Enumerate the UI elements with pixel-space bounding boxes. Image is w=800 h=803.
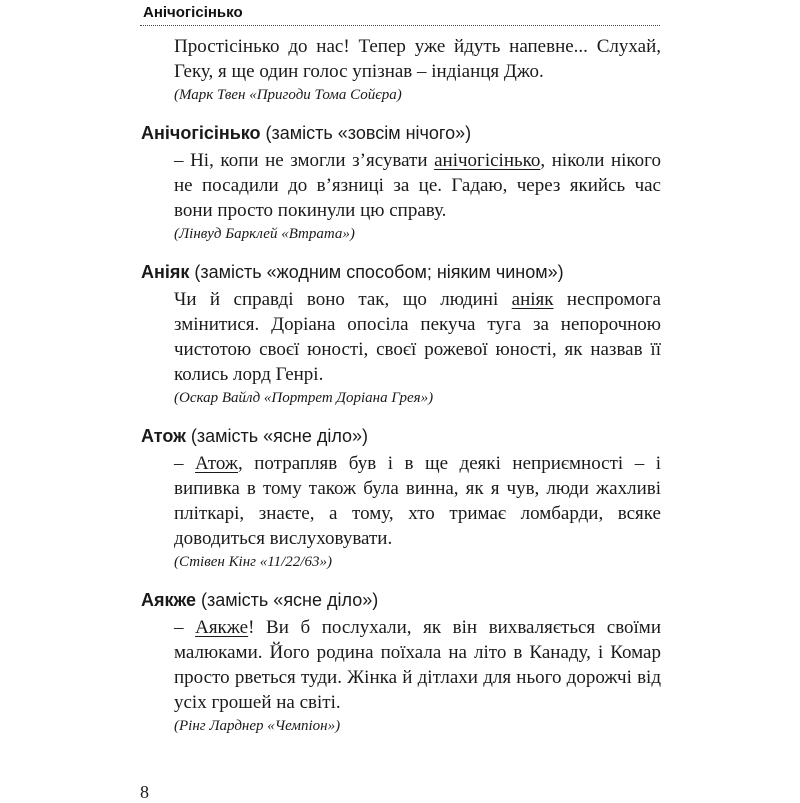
header-rule <box>140 25 660 26</box>
intro-quote-text: Простісінько до нас! Тепер уже йдуть напевне... Слухай, Геку, я ще один голос упізнав – індіанця Джо. <box>174 36 661 82</box>
example-text: – <box>174 453 196 474</box>
example-text: , ніколи нікого не посадили до в’язниці за це. Гадаю, через якийсь час вони просто покинули цю справу. <box>174 150 661 221</box>
entry-gloss: (замість «жодним способом; ніяким чином») <box>189 262 564 282</box>
example-text: – Ні, копи не змогли з’ясувати <box>174 150 435 171</box>
entry-heading <box>141 423 661 449</box>
entry-source: (Рінг Ларднер «Чемпіон») <box>174 718 341 734</box>
entry-heading <box>141 120 661 146</box>
intro-quote-source: (Марк Твен «Пригоди Тома Сойєра) <box>174 87 402 103</box>
dictionary-entry <box>141 259 661 409</box>
entry-term: Анічогісінько <box>141 123 261 143</box>
highlighted-word: Аякже <box>195 617 249 638</box>
example-text: Чи й справді воно так, що людині <box>174 289 512 310</box>
entry-term: Атож <box>141 426 186 446</box>
example-text: неспромога змінитися. Доріана опосіла пекуча туга за непорочною чистотою своєї юності, своєї рожевої юності, як назвав її колись лорд Генрі. <box>174 289 661 385</box>
example-text: ! Ви б послухали, як він вихваляється своїми малюками. Його родина поїхала на літо в Канаду, і Комар просто рветься туди. Жінка й дітлахи для нього дорожчі від усіх грошей на світі. <box>174 617 662 713</box>
highlighted-word: Атож <box>195 453 238 474</box>
example-text: – <box>174 617 196 638</box>
entry-term: Аякже <box>141 590 197 610</box>
entry-example <box>174 451 661 551</box>
dictionary-entry <box>141 120 661 245</box>
entry-heading <box>141 259 661 285</box>
entry-example <box>174 148 661 223</box>
entry-source: (Оскар Вайлд «Портрет Доріана Грея») <box>174 390 434 406</box>
page-body <box>141 34 661 737</box>
entry-gloss: (замість «зовсім нічого») <box>260 123 472 143</box>
highlighted-word: анічогісінько <box>434 150 541 171</box>
entry-heading <box>141 587 661 613</box>
running-head: Анічогісінько <box>143 4 243 21</box>
entry-gloss: (замість «ясне діло») <box>196 590 379 610</box>
entry-source: (Стівен Кінг «11/22/63») <box>174 554 332 570</box>
dictionary-entry <box>141 423 661 573</box>
dictionary-entry <box>141 587 661 737</box>
example-text: , потрапляв був і в ще деякі неприємності – і випивка в тому також була винна, як я чув, люди жахливі пліткарі, знаєте, а тому, хто тримає ломбарди, всяке доводиться вислуховувати. <box>174 453 661 549</box>
entry-term: Аніяк <box>141 262 190 282</box>
page-number: 8 <box>140 782 149 802</box>
highlighted-word: аніяк <box>511 289 554 310</box>
entry-source: (Лінвуд Барклей «Втрата») <box>174 226 355 242</box>
entry-example <box>174 615 661 715</box>
entry-gloss: (замість «ясне діло») <box>185 426 369 446</box>
intro-quote <box>141 34 661 106</box>
entry-example <box>174 287 661 387</box>
